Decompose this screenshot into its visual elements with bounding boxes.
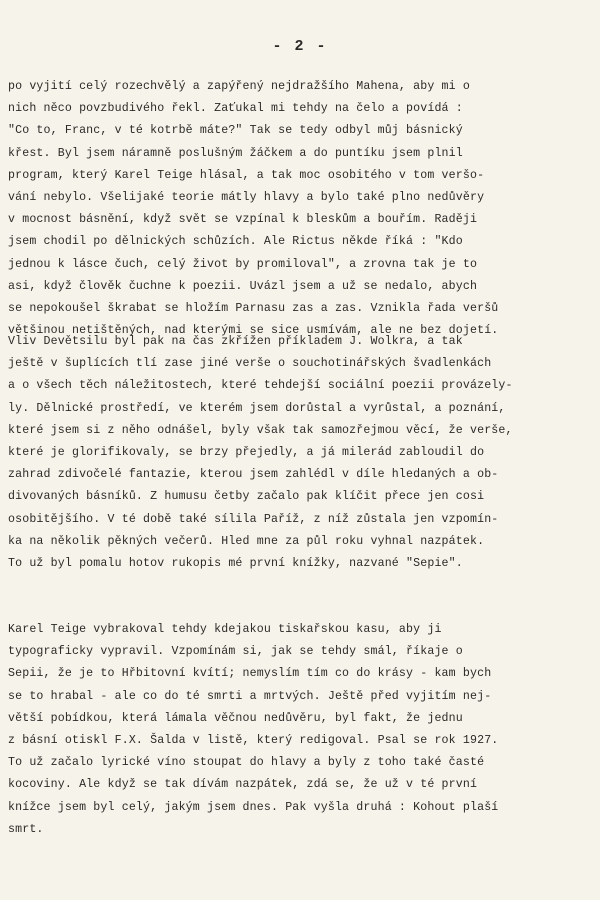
paragraph-1 (8, 76, 598, 342)
text-line: smrt. (8, 822, 44, 836)
text-line: zahrad zdivočelé fantazie, kterou jsem zahlédl v díle hledaných a ob- (8, 468, 499, 482)
text-line: z básní otiskl F.X. Šalda v listě, který redigoval. Psal se rok 1927. (8, 733, 499, 747)
text-line: program, který Karel Teige hlásal, a tak moc osobitého v tom veršo- (8, 168, 485, 182)
text-line: knížce jsem byl celý, jakým jsem dnes. Pak vyšla druhá : Kohout plaší (8, 800, 499, 814)
text-line: Karel Teige vybrakoval tehdy kdejakou tiskařskou kasu, aby ji (8, 623, 442, 636)
text-line: To už byl pomalu hotov rukopis mé první knížky, nazvané "Sepie". (8, 556, 463, 570)
text-line: asi, když člověk čuchne k poezii. Uvázl jsem a už se nedalo, abych (8, 279, 478, 293)
text-line: ka na několik pěkných večerů. Hled mne za půl roku vyhnal nazpátek. (8, 534, 485, 548)
text-line: Vliv Devětsilu byl pak na čas zkřížen příkladem J. Wolkra, a tak (8, 335, 463, 348)
text-line: které je glorifikovaly, se brzy přejedly, a já milerád zabloudil do (8, 445, 485, 459)
text-line: kocoviny. Ale když se tak dívám nazpátek, zdá se, že už v té první (8, 778, 478, 792)
text-line: vání nebylo. Všelijaké teorie mátly hlavy a bylo také plno nedůvěry (8, 190, 485, 204)
paragraph-2 (8, 331, 598, 575)
text-line: To už začalo lyrické víno stoupat do hlavy a byly z toho také časté (8, 756, 485, 770)
text-line: divovaných básníků. Z humusu četby začalo pak klíčit přece jen cosi (8, 490, 485, 504)
text-line: nich něco povzbudivého řekl. Zaťukal mi tehdy na čelo a povídá : (8, 102, 463, 116)
paragraph-3 (8, 619, 598, 841)
text-line: a o všech těch náležitostech, které tehdejší sociální poezii provázely- (8, 379, 513, 393)
text-line: po vyjití celý rozechvělý a zapýřený nejdražšího Mahena, aby mi o (8, 80, 470, 93)
text-line: většinou netištěných, nad kterými se sice usmívám, ale ne bez dojetí. (8, 324, 499, 338)
text-line: větší pobídkou, která lámala věčnou nedůvěru, byl fakt, že jednu (8, 711, 463, 725)
text-line: ly. Dělnické prostředí, ve kterém jsem dorůstal a vyrůstal, a poznání, (8, 401, 506, 415)
text-line: osobitějšího. V té době také sílila Paříž, z níž zůstala jen vzpomín- (8, 512, 499, 526)
page-number: - 2 - (272, 38, 328, 55)
text-line: se nepokoušel škrabat se hložím Parnasu zas a zas. Vznikla řada veršů (8, 301, 499, 315)
text-line: Sepii, že je to Hřbitovní kvítí; nemyslím tím co do krásy - kam bych (8, 667, 492, 681)
text-line: jednou k lásce čuch, celý život by promiloval", a zrovna tak je to (8, 257, 478, 271)
text-line: typograficky vypravil. Vzpomínám si, jak se tehdy smál, říkaje o (8, 645, 463, 659)
text-line: v mocnost básnění, když svět se vzpínal k bleskům a bouřím. Raději (8, 213, 478, 227)
text-line: jsem chodil po dělnických schůzích. Ale Rictus někde říká : "Kdo (8, 235, 463, 249)
text-line: se to hrabal - ale co do té smrti a mrtvých. Ještě před vyjitím nej- (8, 689, 492, 703)
text-line: které jsem si z něho odnášel, byly však tak samozřejmou věcí, že verše, (8, 423, 513, 437)
text-line: ještě v šuplících tlí zase jiné verše o souchotinářských švadlenkách (8, 357, 492, 371)
text-line: "Co to, Franc, v té kotrbě máte?" Tak se tedy odbyl můj básnický (8, 124, 463, 138)
text-line: křest. Byl jsem náramně poslušným žáčkem a do puntíku jsem plnil (8, 146, 463, 160)
